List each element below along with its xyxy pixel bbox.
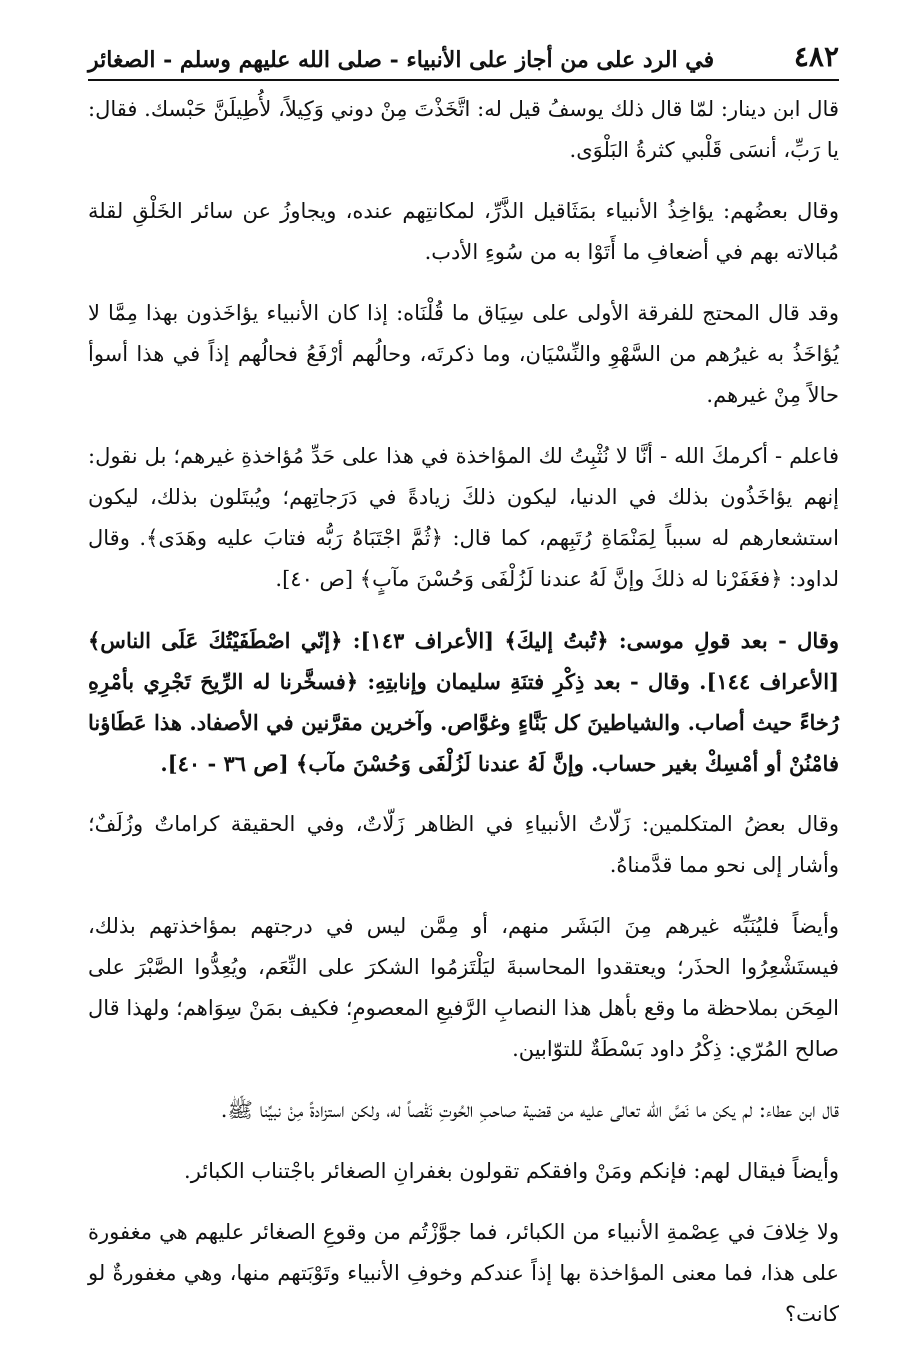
- body-text: [88, 89, 839, 1335]
- paragraph: وقد قال المحتج للفرقة الأولى على سِيَاق ما قُلْنَاه: إذا كان الأنبياء يؤاخَذون بهذا مِمَّا لا يُؤاخَذُ به غيرُهم من السَّهْوِ والنِّسْيَان، وما ذكرتَه، وحالُهم أرْفَعُ فحالُهم إذاً في هذا أسوأ حالاً مِنْ غيرهم.: [88, 301, 839, 407]
- paragraph: قال ابن عطاء: لم يكن ما نَصَّ الله تعالى عليه من قضية صاحبِ الحُوتِ نَقْصاً له، ولكن استزادةً مِنْ نبيِّنا ﷺ.: [220, 1098, 839, 1122]
- paragraph: ولا خِلافَ في عِصْمةِ الأنبياء من الكبائر، فما جوَّزْتُم من وقوعِ الصغائر عليهم هي مغفورة على هذا، فما معنى المؤاخذة بها إذاً عندكم وخوفِ الأنبياء وتَوْبَتهم منها، وهي مغفورةٌ لو كانت؟: [88, 1220, 839, 1326]
- page-header: [88, 40, 839, 81]
- paragraph: وقال بعضُهم: يؤاخِذُ الأنبياء بمَثَاقيل الذَّرِّ، لمكانتِهم عنده، ويجاوزُ عن سائر الخَلْقِ لقلة مُبالاته بهم في أضعافِ ما أَتَوْا به من سُوءِ الأدب.: [88, 199, 839, 264]
- paragraph: وقال - بعد قولِ موسى: ﴿تُبتُ إليكَ﴾ [الأعراف ١٤٣]: ﴿إنّي اصْطَفَيْتُكَ عَلَى الناس﴾ [الأعراف ١٤٤]. وقال - بعد ذِكْرِ فتنَةِ سليمان وإنابتِهِ: ﴿فسخَّرنا له الرِّيحَ تَجْرِي بأمْرِهِ رُخاءً حيث أصاب. والشياطينَ كل بَنَّاءٍ وغوَّاص. وآخرين مقرَّنين في الأصفاد. هذا عَطَاؤنا فامْنُنْ أو أمْسِكْ بغير حساب. وإنَّ لَهُ عندنا لَزُلْفَى وَحُسْنَ مآب﴾ [ص ٣٦ - ٤٠].: [88, 628, 840, 776]
- paragraph: وأيضاً فيقال لهم: فإنكم ومَنْ وافقكم تقولون بغفرانِ الصغائر باجْتناب الكبائر.: [184, 1159, 839, 1183]
- paragraph: فاعلم - أكرمكَ الله - أنَّا لا نُثْبِتُ لك المؤاخذة في هذا على حَدِّ مُؤاخذةِ غيرهم؛ بل نقول: إنهم يؤاخَذُون بذلك في الدنيا، ليكون ذلكَ زيادةً في دَرَجاتِهم؛ ويُبتَلون بذلك، ليكون استشعارهم له سبباً لِمَنْمَاةِ رُتَبِهم، كما قال: ﴿ثُمَّ اجْتَبَاهُ رَبُّه فتابَ عليه وهَدَى﴾. وقال لداود: ﴿فغَفَرْنا له ذلكَ وإنَّ لَهُ عندنا لَزُلْفَى وَحُسْنَ مآبٍ﴾ [ص ٤٠].: [88, 444, 839, 591]
- paragraph: وأيضاً فليُنَبِّه غيرهم مِنَ البَشَر منهم، أو مِمَّن ليس في درجتهم بمؤاخذتهم بذلك، فيستَشْعِرُوا الحذَر؛ ويعتقدوا المحاسبةَ ليَلْتَزمُوا الشكرَ على النِّعَم، ويُعِدُّوا الصَّبْرَ على المِحَن بملاحظة ما وقع بأهل هذا النصابِ الرَّفيعِ المعصومِ؛ فكيف بمَنْ سِوَاهم؛ ولهذا قال صالح المُرّي: ذِكْرُ داود بَسْطَةٌ للتوّابين.: [88, 914, 839, 1061]
- page-number: ٤٨٢: [793, 40, 839, 73]
- paragraph: وقال بعضُ المتكلمين: زَلّاتُ الأنبياءِ في الظاهر زَلّاتٌ، وفي الحقيقة كراماتٌ وزُلَفٌ؛ وأشار إلى نحو مما قدَّمناهُ.: [88, 812, 839, 877]
- running-head: في الرد على من أجاز على الأنبياء - صلى الله عليهم وسلم - الصغائر: [88, 47, 715, 73]
- paragraph: قال ابن دينار: لمّا قال ذلك يوسفُ قيل له: اتَّخَذْتَ مِنْ دوني وَكِيلاً، لأُطِيلَنَّ حَبْسك. فقال: يا رَبِّ، أنسَى قَلْبي كثرةُ البَلْوَى.: [88, 97, 839, 162]
